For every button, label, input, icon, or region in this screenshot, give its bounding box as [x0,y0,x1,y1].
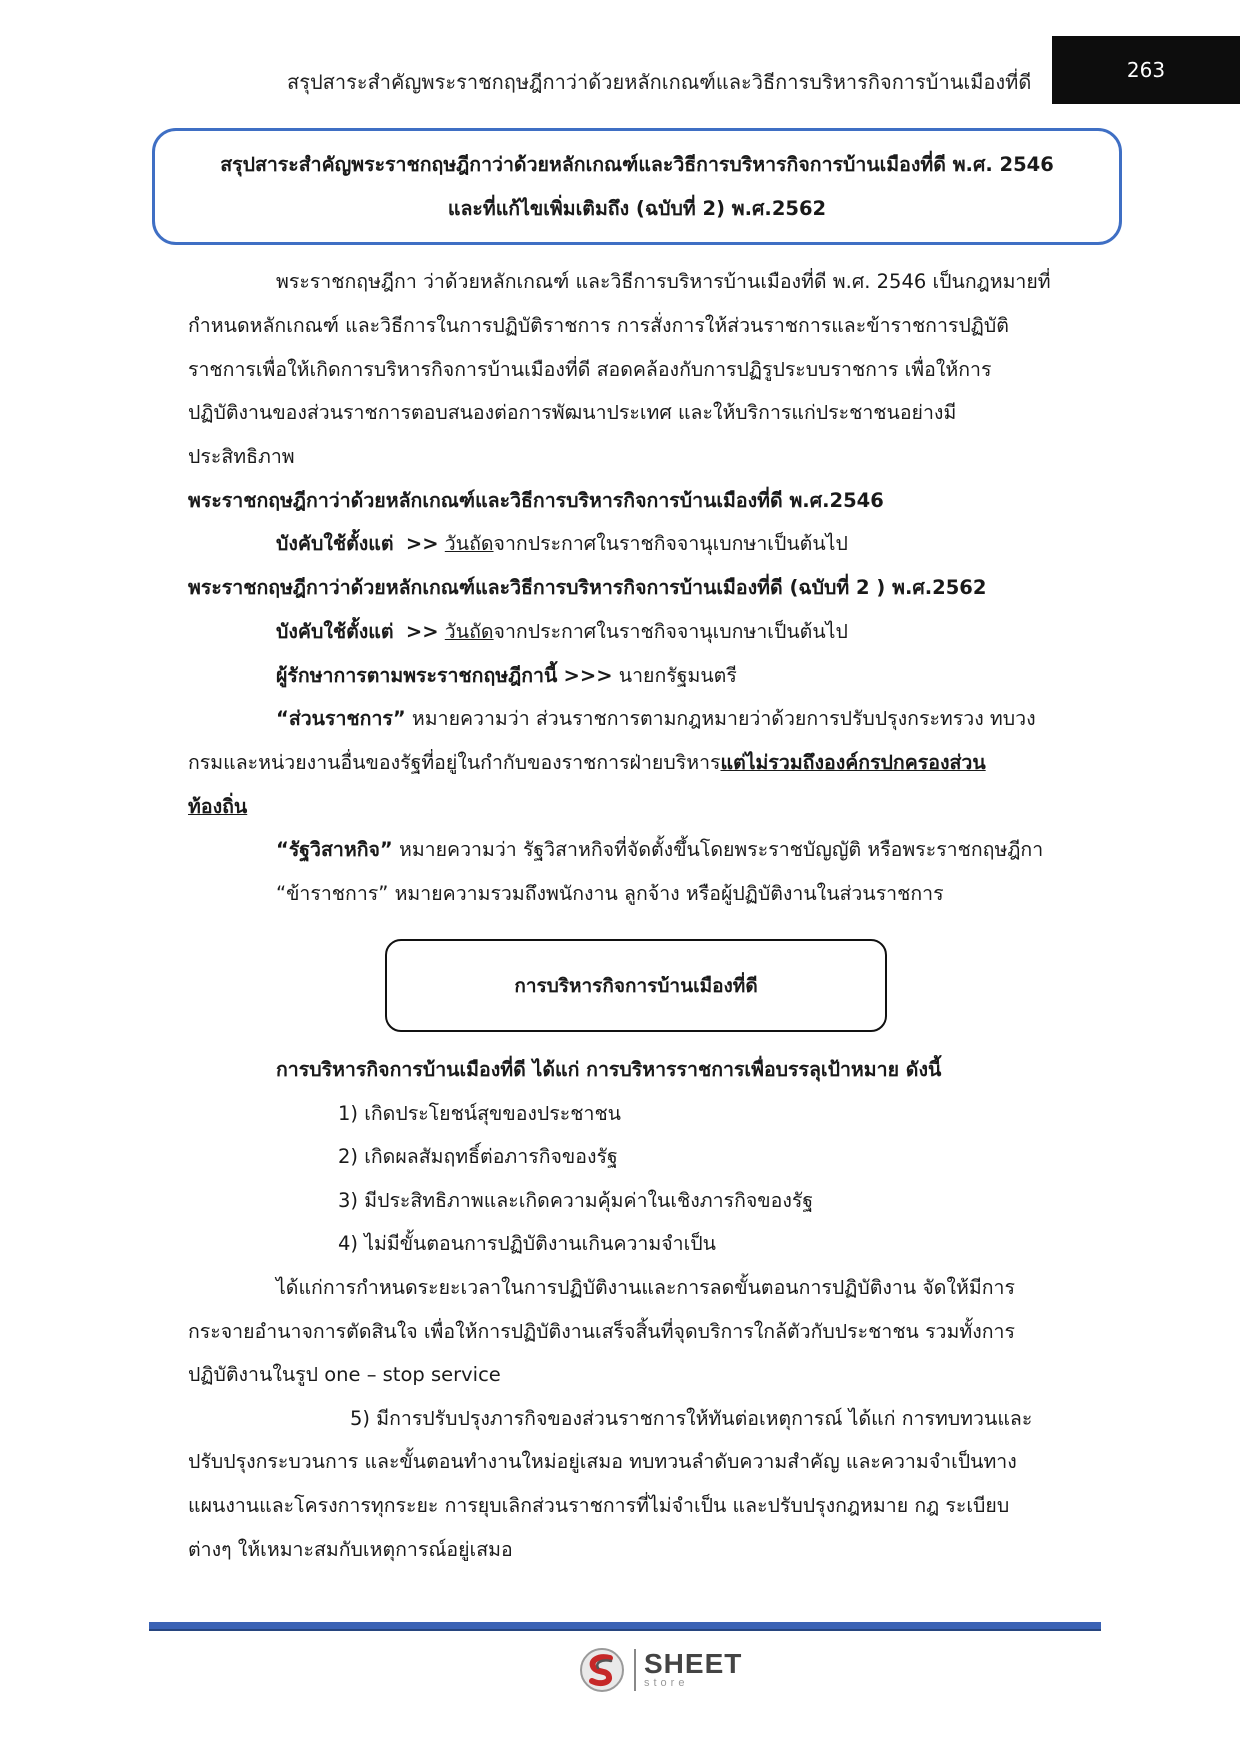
document-title-line2: และที่แก้ไขเพิ่มเติมถึง (ฉบับที่ 2) พ.ศ.2562 [447,196,827,220]
intro-line-4 [188,391,1088,435]
section-title: การบริหารกิจการบ้านเมืองที่ดี [514,974,758,997]
decree2-title-text: พระราชกฤษฎีกาว่าด้วยหลักเกณฑ์และวิธีการบริหารกิจการบ้านเมืองที่ดี (ฉบับที่ 2 ) พ.ศ.2562 [188,576,987,599]
section-title-box [385,939,887,1032]
intro-text-4: ปฏิบัติงานของส่วนราชการตอบสนองต่อการพัฒนาประเทศ และให้บริการแก่ประชาชนอย่างมี [188,401,957,424]
item5-text1: 5) มีการปรับปรุงภารกิจของส่วนราชการให้ทันต่อเหตุการณ์ ได้แก่ การทบทวนและ [350,1407,1033,1430]
intro-line-3 [188,348,1088,392]
goal-item-3 [338,1179,1238,1223]
good-governance-heading-text: การบริหารกิจการบ้านเมืองที่ดี ได้แก่ การบริหารราชการเพื่อบรรลุเป้าหมาย ดังนี้ [276,1058,942,1081]
goal-item-2-text: 2) เกิดผลสัมฤทธิ์ต่อภารกิจของรัฐ [338,1145,618,1168]
gov-agency-exclusion-1: แต่ไม่รวมถึงองค์กรปกครองส่วน [720,751,986,774]
gov-agency-exclusion-2: ท้องถิ่น [188,795,248,818]
soe-term: “รัฐวิสาหกิจ” [276,838,393,861]
custodian-line [276,654,1176,698]
goal-item-4 [338,1222,1238,1266]
decree1-effective-rest: จากประกาศในราชกิจจานุเบกษาเป็นต้นไป [493,532,848,555]
item5-line3 [188,1484,1088,1528]
gov-agency-def-line3 [188,785,1088,829]
logo-subtext: store [644,1677,689,1689]
para4-text2: กระจายอำนาจการตัดสินใจ เพื่อให้การปฏิบัติงานเสร็จสิ้นที่จุดบริการใกล้ตัวกับประชาชน รวมทั้งการ [188,1320,1015,1343]
intro-line-2 [188,304,1088,348]
custodian-label: ผู้รักษาการตามพระราชกฤษฎีกานี้ [276,664,558,687]
decree1-title-text: พระราชกฤษฎีกาว่าด้วยหลักเกณฑ์และวิธีการบริหารกิจการบ้านเมืองที่ดี พ.ศ.2546 [188,489,884,512]
decree1-effective [276,522,1176,566]
logo-text: SHEET [644,1648,743,1679]
para4-line2 [188,1310,1088,1354]
page-number: 263 [1126,58,1166,82]
footer-bar [149,1622,1101,1631]
document-title-line1: สรุปสาระสำคัญพระราชกฤษฎีกาว่าด้วยหลักเกณฑ์และวิธีการบริหารกิจการบ้านเมืองที่ดี พ.ศ. 2546 [220,152,1054,176]
para4-line3 [188,1353,1088,1397]
intro-text-3: ราชการเพื่อให้เกิดการบริหารกิจการบ้านเมืองที่ดี สอดคล้องกับการปฏิรูประบบราชการ เพื่อให้การ [188,358,992,381]
decree2-arrow: >> [405,620,439,643]
intro-text-2: กำหนดหลักเกณฑ์ และวิธีการในการปฏิบัติราชการ การสั่งการให้ส่วนราชการและข้าราชการปฏิบัติ [188,314,1009,337]
decree1-effective-underlined: วันถัด [444,532,494,555]
item5-text2: ปรับปรุงกระบวนการ และขั้นตอนทำงานใหม่อยู่เสมอ ทบทวนลำดับความสำคัญ และความจำเป็นทาง [188,1450,1017,1473]
decree1-effective-label: บังคับใช้ตั้งแต่ [276,532,394,555]
official-def-text: “ข้าราชการ” หมายความรวมถึงพนักงาน ลูกจ้าง หรือผู้ปฏิบัติงานในส่วนราชการ [276,882,944,905]
para4-line1 [276,1266,1088,1310]
intro-text-1: พระราชกฤษฎีกา ว่าด้วยหลักเกณฑ์ และวิธีการบริหารบ้านเมืองที่ดี พ.ศ. 2546 เป็นกฎหมายที่ [276,270,1051,293]
page-header-title: สรุปสาระสำคัญพระราชกฤษฎีกาว่าด้วยหลักเกณฑ์และวิธีการบริหารกิจการบ้านเมืองที่ดี [287,70,1032,94]
item5-line4 [188,1528,1088,1572]
item5-line1 [350,1397,1088,1441]
page-number-box [1052,36,1240,104]
decree2-effective [276,610,1176,654]
decree2-title [188,566,1088,610]
goal-item-3-text: 3) มีประสิทธิภาพและเกิดความคุ้มค่าในเชิงภารกิจของรัฐ [338,1189,814,1212]
intro-line-1 [276,260,1088,304]
intro-line-5 [188,435,1088,479]
goal-item-1-text: 1) เกิดประโยชน์สุขของประชาชน [338,1102,622,1125]
custodian-arrow: >>> [563,664,613,687]
para4-text1: ได้แก่การกำหนดระยะเวลาในการปฏิบัติงานและการลดขั้นตอนการปฏิบัติงาน จัดให้มีการ [276,1276,1015,1299]
item5-line2 [188,1440,1088,1484]
item5-text3: แผนงานและโครงการทุกระยะ การยุบเลิกส่วนราชการที่ไม่จำเป็น และปรับปรุงกฎหมาย กฎ ระเบียบ [188,1494,1010,1517]
goal-item-1 [338,1092,1238,1136]
para4-text3: ปฏิบัติงานในรูป one – stop service [188,1363,501,1386]
gov-agency-def-line1 [276,697,1088,741]
gov-agency-def-text1: หมายความว่า ส่วนราชการตามกฎหมายว่าด้วยการปรับปรุงกระทรวง ทบวง [411,707,1036,730]
gov-agency-term: “ส่วนราชการ” [276,707,406,730]
sheet-store-s-icon [578,1646,626,1694]
intro-text-5: ประสิทธิภาพ [188,445,295,468]
official-def-line [276,872,1176,916]
decree2-effective-rest: จากประกาศในราชกิจจานุเบกษาเป็นต้นไป [493,620,848,643]
footer-logo [578,1646,742,1694]
custodian-value: นายกรัฐมนตรี [618,664,737,687]
decree2-effective-label: บังคับใช้ตั้งแต่ [276,620,394,643]
gov-agency-def-line2 [188,741,1088,785]
good-governance-heading [276,1048,1176,1092]
soe-def-text: หมายความว่า รัฐวิสาหกิจที่จัดตั้งขึ้นโดยพระราชบัญญัติ หรือพระราชกฤษฎีกา [398,838,1044,861]
soe-def-line [276,828,1088,872]
goal-item-2 [338,1135,1238,1179]
document-title-box [152,128,1122,245]
decree1-arrow: >> [405,532,439,555]
goal-item-4-text: 4) ไม่มีขั้นตอนการปฏิบัติงานเกินความจำเป็น [338,1232,716,1255]
decree1-title [188,479,1088,523]
decree2-effective-underlined: วันถัด [444,620,494,643]
item5-text4: ต่างๆ ให้เหมาะสมกับเหตุการณ์อยู่เสมอ [188,1538,513,1561]
logo-separator [634,1649,636,1691]
gov-agency-def-text2: กรมและหน่วยงานอื่นของรัฐที่อยู่ในกำกับของราชการฝ่ายบริหาร [188,751,721,774]
